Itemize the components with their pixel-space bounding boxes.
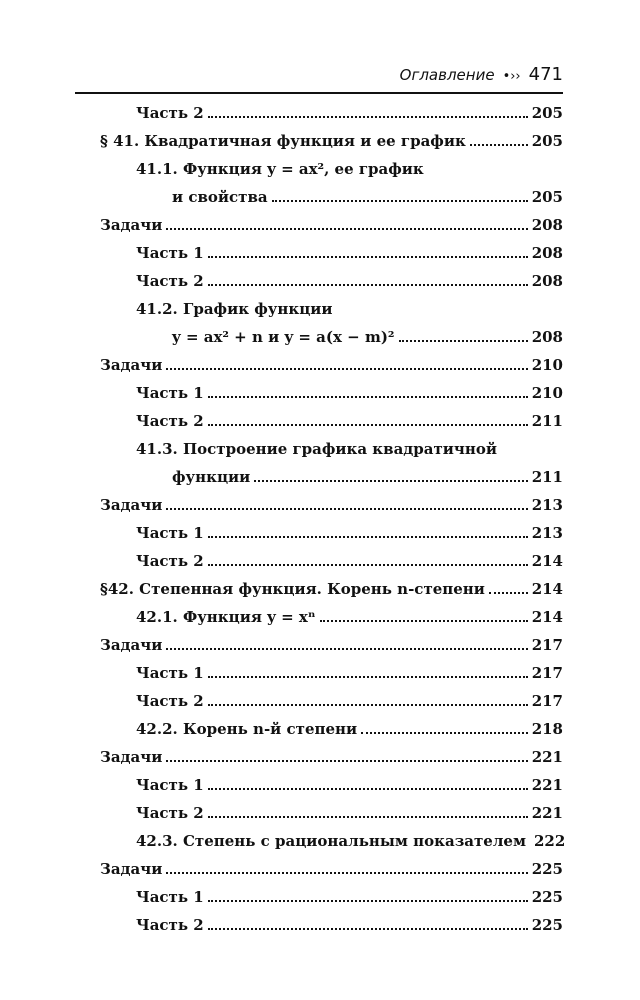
toc-entry-title-line2: функции [172,468,251,486]
toc-entry-title: Часть 1 [136,524,204,542]
toc-entry-page: 218 [531,720,563,738]
toc-entry [100,272,563,300]
dot-leader [166,760,527,762]
toc-entry-title: Задачи [100,216,163,234]
toc-entry-title: Часть 1 [136,664,204,682]
toc-entry-title: Часть 1 [136,888,204,906]
toc-entry [100,384,563,412]
dot-leader [272,200,528,202]
toc-entry [100,496,563,524]
toc-entry-title: Часть 1 [136,384,204,402]
toc-entry-title-line2: и свойства [172,188,268,206]
toc-entry-page: 225 [531,916,563,934]
toc-entry [100,608,563,636]
toc-entry-title: Часть 2 [136,104,204,122]
dot-leader [208,900,528,902]
dot-leader [489,592,528,594]
dot-leader [166,228,527,230]
toc-entry-page: 213 [531,524,563,542]
dot-leader [166,648,527,650]
toc-entry-page: 222 [533,832,566,850]
toc-entry-title: Часть 2 [136,552,204,570]
toc-entry-page: 208 [531,328,563,346]
toc-entry-title-line2: y = ax² + n и y = a(x − m)² [172,328,395,346]
toc-entry-title: Задачи [100,748,163,766]
dot-leader [208,116,528,118]
toc-entry [100,720,563,748]
dot-leader [470,144,528,146]
toc-entry-page: 217 [531,636,563,654]
toc-entry [100,160,563,216]
toc-entry-title-line1: 41.1. Функция y = ax², ее график [136,160,424,178]
toc-entry-title: Задачи [100,636,163,654]
toc-entry-page: 210 [531,356,563,374]
toc-entry-page: 225 [531,888,563,906]
toc-entry-title: §42. Степенная функция. Корень n-степени [100,580,485,598]
toc-entry [100,748,563,776]
toc-entry [100,412,563,440]
toc-entry [100,580,563,608]
toc-entry-title: Задачи [100,356,163,374]
dot-leader [208,676,528,678]
dot-leader [254,480,527,482]
toc-entry-title: 42.2. Корень n-й степени [136,720,358,738]
arrow-marker: •›› [502,69,521,84]
dot-leader [208,256,528,258]
dot-leader [208,424,528,426]
toc-entry-page: 208 [531,216,563,234]
toc-entry-title: Часть 1 [136,244,204,262]
toc-entry-page: 213 [531,496,563,514]
toc-entry [100,916,563,944]
toc-entry [100,104,563,132]
toc-entry [100,664,563,692]
toc-entry [100,776,563,804]
toc-entry [100,636,563,664]
toc-entry-page: 225 [531,860,563,878]
dot-leader [208,704,528,706]
dot-leader [208,284,528,286]
toc-entry [100,356,563,384]
toc-entry-page: 214 [531,552,563,570]
section-title: Оглавление [399,66,495,84]
toc-entry [100,860,563,888]
toc-entry-title: Часть 2 [136,692,204,710]
toc-entry [100,888,563,916]
dot-leader [208,396,528,398]
dot-leader [399,340,528,342]
page-number: 471 [528,64,563,85]
table-of-contents [100,104,566,944]
toc-entry [100,832,566,860]
toc-entry-title: Задачи [100,860,163,878]
dot-leader [208,928,528,930]
toc-entry [100,440,563,496]
toc-entry [100,804,563,832]
toc-entry-page: 211 [531,412,563,430]
toc-entry [100,692,563,720]
toc-entry-page: 221 [531,804,563,822]
toc-entry-title: § 41. Квадратичная функция и ее график [100,132,466,150]
toc-entry-page: 205 [531,188,563,206]
dot-leader [361,732,528,734]
dot-leader [208,536,528,538]
toc-entry-title-line1: 41.2. График функции [136,300,333,318]
toc-entry-title: Часть 2 [136,916,204,934]
toc-entry-page: 208 [531,244,563,262]
toc-entry-title: 42.3. Степень с рациональным показателем [136,832,526,850]
toc-entry-page: 214 [531,580,563,598]
toc-entry-page: 205 [531,132,563,150]
running-header [75,64,563,94]
toc-entry-title: 42.1. Функция y = xⁿ [136,608,316,626]
toc-entry-page: 221 [531,748,563,766]
toc-entry-title: Часть 2 [136,412,204,430]
toc-entry-page: 221 [531,776,563,794]
toc-entry [100,552,563,580]
dot-leader [166,368,527,370]
dot-leader [208,564,528,566]
toc-entry-page: 210 [531,384,563,402]
toc-entry-title: Часть 1 [136,776,204,794]
toc-entry-page: 208 [531,272,563,290]
dot-leader [320,620,528,622]
toc-entry [100,216,563,244]
dot-leader [208,788,528,790]
toc-entry-title: Часть 2 [136,272,204,290]
toc-entry-page: 217 [531,692,563,710]
toc-entry-title: Часть 2 [136,804,204,822]
dot-leader [166,872,527,874]
toc-entry-page: 205 [531,104,563,122]
toc-entry-page: 214 [531,608,563,626]
toc-entry [100,244,563,272]
toc-entry-title: Задачи [100,496,163,514]
toc-entry-page: 211 [531,468,563,486]
toc-entry-page: 217 [531,664,563,682]
toc-entry-title-line1: 41.3. Построение графика квадратичной [136,440,497,458]
toc-entry [100,524,563,552]
toc-entry [100,300,563,356]
dot-leader [166,508,527,510]
dot-leader [208,816,528,818]
toc-entry [100,132,563,160]
